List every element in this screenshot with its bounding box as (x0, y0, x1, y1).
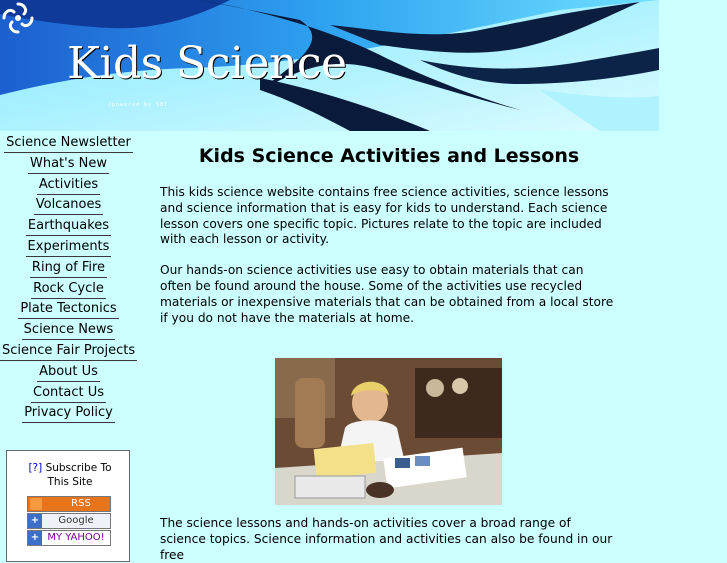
sidebar-item-science-newsletter[interactable] (0, 133, 137, 154)
rss-button[interactable] (27, 496, 111, 512)
topics-paragraph: The science lessons and hands-on activities cover a broad range of science topics. Science information and activities can also be found in our free (160, 516, 613, 562)
sidebar-nav (0, 133, 137, 424)
plus-icon: + (28, 531, 42, 545)
yahoo-label: MY YAHOO! (47, 532, 105, 543)
rss-icon (30, 498, 42, 510)
student-photo-illustration (275, 358, 502, 505)
subscribe-label: Subscribe To This Site (45, 462, 112, 488)
page-title: Kids Science Activities and Lessons (198, 145, 580, 167)
sidebar-item-label: Ring of Fire (30, 259, 107, 278)
sidebar-item-label: Science Fair Projects (0, 342, 137, 361)
header-banner (0, 0, 659, 131)
sidebar-item-label: Contact Us (31, 384, 106, 403)
sidebar-item-plate-tectonics[interactable] (0, 299, 137, 320)
sidebar-item-label: Science Newsletter (4, 134, 133, 153)
sidebar-item-label: What's New (28, 155, 109, 174)
sidebar-item-volcanoes[interactable] (0, 195, 137, 216)
subscribe-label-block (24, 461, 116, 489)
powered-by-text: /powered by SBI (108, 102, 169, 108)
sidebar-item-earthquakes[interactable] (0, 216, 137, 237)
intro-paragraph: This kids science website contains free science activities, science lessons and science information that is easy for kids to understand. Each science lesson covers one specific topic. Pictures relate to the topic are included with each lesson or activity. (160, 185, 609, 247)
plus-icon: + (28, 514, 42, 528)
sidebar-item-ring-of-fire[interactable] (0, 258, 137, 279)
sidebar-item-experiments[interactable] (0, 237, 137, 258)
subscribe-box (6, 450, 130, 562)
sidebar-item-label: Privacy Policy (22, 404, 115, 423)
main-content (160, 145, 618, 341)
sidebar-item-label: Science News (22, 321, 116, 340)
sidebar-item-rock-cycle[interactable] (0, 279, 137, 300)
student-photo (275, 358, 502, 505)
sidebar-item-label: Rock Cycle (31, 280, 106, 299)
sidebar-item-privacy-policy[interactable] (0, 403, 137, 424)
sidebar-item-label: Experiments (26, 238, 112, 257)
sidebar-item-about-us[interactable] (0, 362, 137, 383)
site-title[interactable]: Kids Science (67, 38, 347, 89)
add-to-google-button[interactable] (27, 513, 111, 529)
sidebar-item-activities[interactable] (0, 175, 137, 196)
google-label: Google (58, 515, 94, 526)
sidebar-item-label: Earthquakes (26, 217, 111, 236)
sidebar-item-contact-us[interactable] (0, 383, 137, 404)
rss-label: RSS (71, 498, 91, 509)
sidebar-item-label: About Us (37, 363, 100, 382)
sidebar-item-label: Activities (37, 176, 100, 195)
sbi-swirl-logo-icon (0, 0, 36, 36)
help-link[interactable]: [?] (28, 462, 43, 474)
activities-paragraph: Our hands-on science activities use easy to obtain materials that can often be found around the house. Some of the activities use recycled materials or inexpensive materials that can be obtained from a local store if you do not have the materials at home. (160, 263, 614, 325)
sidebar-item-label: Volcanoes (34, 196, 104, 215)
sidebar-item-what-s-new[interactable] (0, 154, 137, 175)
sidebar-item-science-news[interactable] (0, 320, 137, 341)
sidebar-item-science-fair-projects[interactable] (0, 341, 137, 362)
add-to-my-yahoo-button[interactable] (27, 530, 111, 546)
sidebar-item-label: Plate Tectonics (18, 300, 118, 319)
